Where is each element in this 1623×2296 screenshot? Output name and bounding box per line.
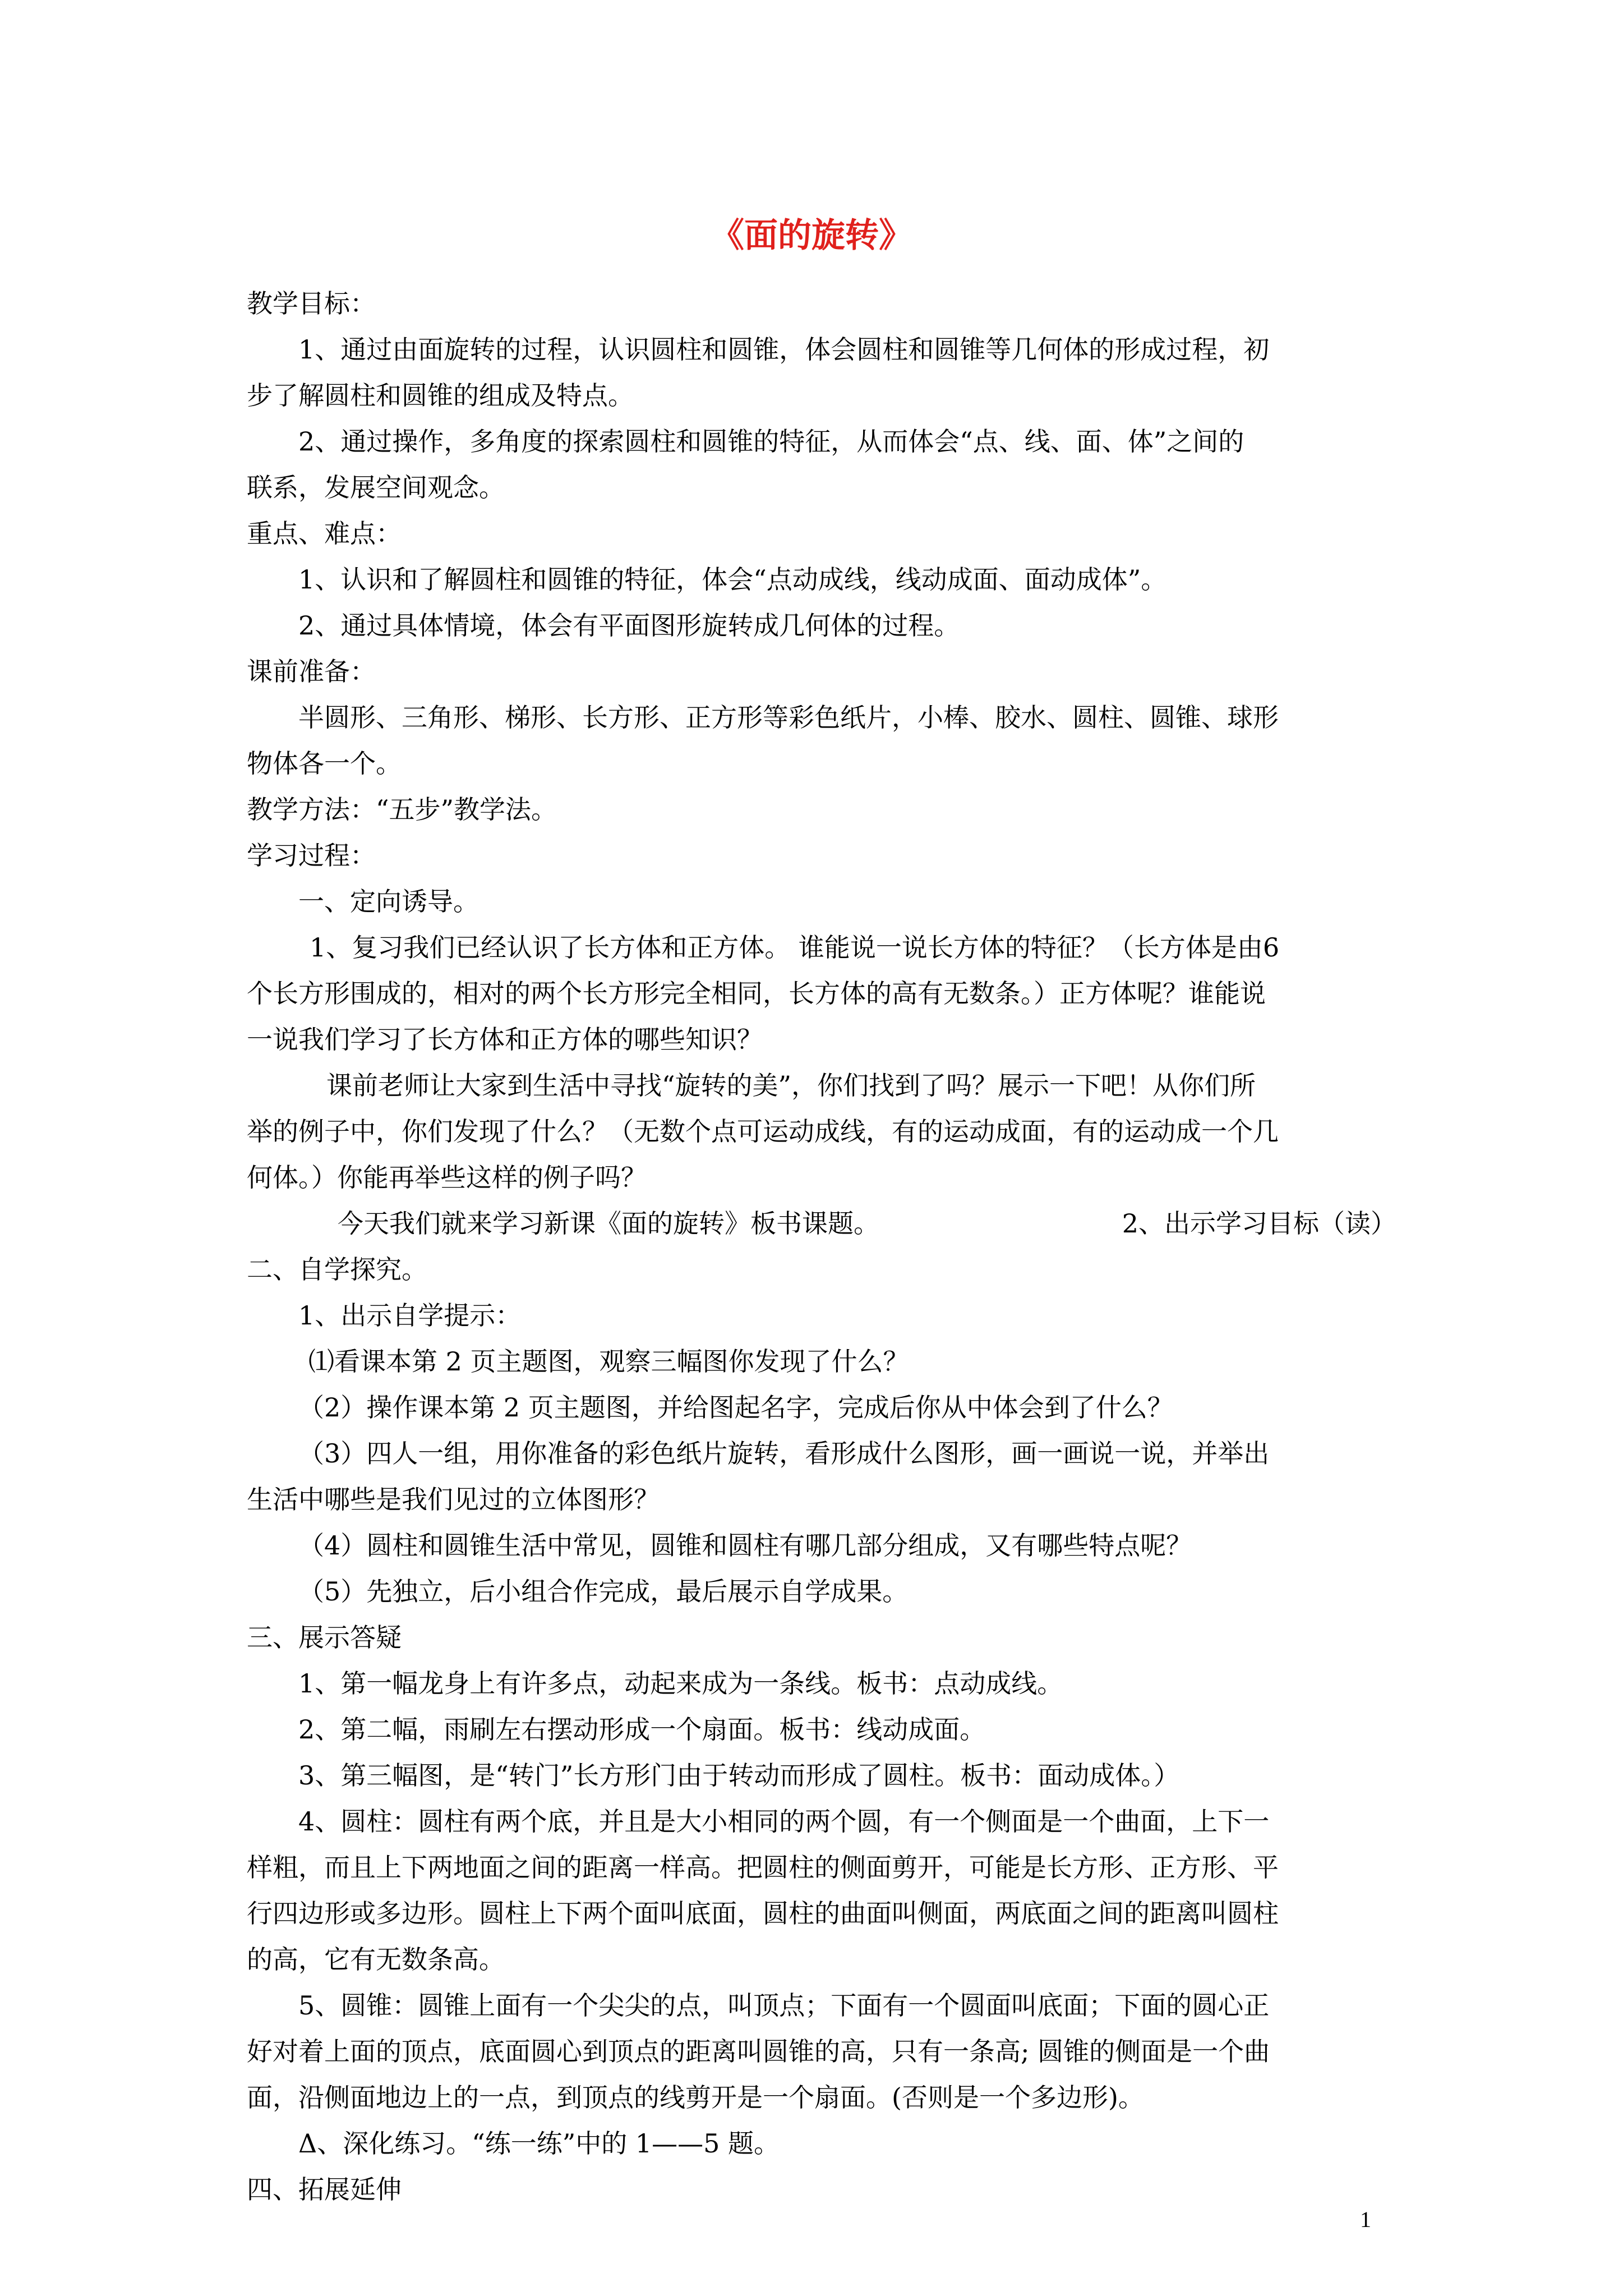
paragraph-line: （4）圆柱和圆锥生活中常见，圆锥和圆柱有哪几部分组成，又有哪些特点呢？ (298, 1530, 1192, 1561)
paragraph-line: 联系，发展空间观念。 (247, 472, 505, 503)
paragraph-line: 2、第二幅，雨刷左右摆动形成一个扇面。板书：线动成面。 (298, 1714, 986, 1745)
paragraph-line: 1、认识和了解圆柱和圆锥的特征，体会“点动成线，线动成面、面动成体”。 (298, 564, 1167, 595)
paragraph-line: 生活中哪些是我们见过的立体图形？ (247, 1484, 660, 1515)
document-body (247, 280, 1396, 2212)
paragraph-line: 面，沿侧面地边上的一点，到顶点的线剪开是一个扇面。(否则是一个多边形)。 (247, 2082, 1144, 2113)
paragraph-line: 2、通过具体情境，体会有平面图形旋转成几何体的过程。 (298, 610, 960, 641)
section-heading-self-study: 二、自学探究。 (247, 1254, 427, 1285)
paragraph-line: 5、圆锥：圆锥上面有一个尖尖的点，叫顶点；下面有一个圆面叫底面；下面的圆心正 (298, 1990, 1270, 2021)
paragraph-line (247, 1200, 1396, 1246)
paragraph-line: Δ、深化练习。“练一练”中的 1——5 题。 (298, 2128, 780, 2159)
paragraph-line: 个长方形围成的，相对的两个长方形完全相同，长方体的高有无数条。）正方体呢？谁能说 (247, 978, 1266, 1009)
paragraph-line: 行四边形或多边形。圆柱上下两个面叫底面，圆柱的曲面叫侧面，两底面之间的距离叫圆柱 (247, 1898, 1279, 1929)
section-heading-method: 教学方法：“五步”教学法。 (247, 794, 557, 825)
section-heading-process: 学习过程： (247, 840, 376, 871)
paragraph-line: 物体各一个。 (247, 748, 402, 779)
paragraph-line: 4、圆柱：圆柱有两个底，并且是大小相同的两个圆，有一个侧面是一个曲面，上下一 (298, 1806, 1270, 1837)
section-heading-preparation: 课前准备： (247, 656, 376, 687)
section-heading-extension: 四、拓展延伸 (247, 2174, 402, 2205)
section-heading-answers: 三、展示答疑 (247, 1622, 402, 1653)
paragraph-text: 今天我们就来学习新课《面的旋转》板书课题。 (338, 1208, 879, 1239)
paragraph-text: 2、出示学习目标（读） (1122, 1208, 1396, 1239)
paragraph-line: 1、第一幅龙身上有许多点，动起来成为一条线。板书：点动成线。 (298, 1668, 1063, 1699)
subsection-heading: 一、定向诱导。 (298, 886, 479, 917)
section-heading-objectives: 教学目标： (247, 288, 376, 319)
paragraph-line: （2）操作课本第 2 页主题图，并给图起名字，完成后你从中体会到了什么？ (298, 1392, 1173, 1423)
paragraph-line: 1、通过由面旋转的过程，认识圆柱和圆锥，体会圆柱和圆锥等几何体的形成过程，初 (298, 334, 1270, 365)
paragraph-line: ⑴看课本第 2 页主题图，观察三幅图你发现了什么？ (308, 1346, 909, 1377)
paragraph-line: 1、复习我们已经认识了长方体和正方体。 谁能说一说长方体的特征？（长方体是由6 (310, 932, 1280, 963)
paragraph-line: 举的例子中，你们发现了什么？（无数个点可运动成线，有的运动成面，有的运动成一个几 (247, 1116, 1279, 1147)
paragraph-line: 样粗，而且上下两地面之间的距离一样高。把圆柱的侧面剪开，可能是长方形、正方形、平 (247, 1852, 1279, 1883)
paragraph-line: 半圆形、三角形、梯形、长方形、正方形等彩色纸片，小棒、胶水、圆柱、圆锥、球形 (298, 702, 1279, 733)
document-title: 《面的旋转》 (711, 216, 912, 255)
paragraph-line: （5）先独立，后小组合作完成，最后展示自学成果。 (298, 1576, 909, 1607)
paragraph-line: 何体。）你能再举些这样的例子吗？ (247, 1162, 647, 1193)
paragraph-line: 一说我们学习了长方体和正方体的哪些知识？ (247, 1024, 763, 1055)
paragraph-line: 3、第三幅图，是“转门”长方形门由于转动而形成了圆柱。板书：面动成体。） (298, 1760, 1180, 1791)
paragraph-line: （3）四人一组，用你准备的彩色纸片旋转，看形成什么图形，画一画说一说，并举出 (298, 1438, 1270, 1469)
page-number: 1 (1360, 2207, 1371, 2232)
paragraph-line: 1、出示自学提示： (298, 1300, 522, 1331)
paragraph-line: 步了解圆柱和圆锥的组成及特点。 (247, 380, 634, 411)
section-heading-key-points: 重点、难点： (247, 518, 402, 549)
paragraph-line: 课前老师让大家到生活中寻找“旋转的美”，你们找到了吗？展示一下吧！从你们所 (326, 1070, 1256, 1101)
paragraph-line: 的高，它有无数条高。 (247, 1944, 505, 1975)
paragraph-line: 2、通过操作，多角度的探索圆柱和圆锥的特征，从而体会“点、线、面、体”之间的 (298, 426, 1244, 457)
paragraph-line: 好对着上面的顶点，底面圆心到顶点的距离叫圆锥的高，只有一条高; 圆锥的侧面是一个曲 (247, 2036, 1270, 2067)
